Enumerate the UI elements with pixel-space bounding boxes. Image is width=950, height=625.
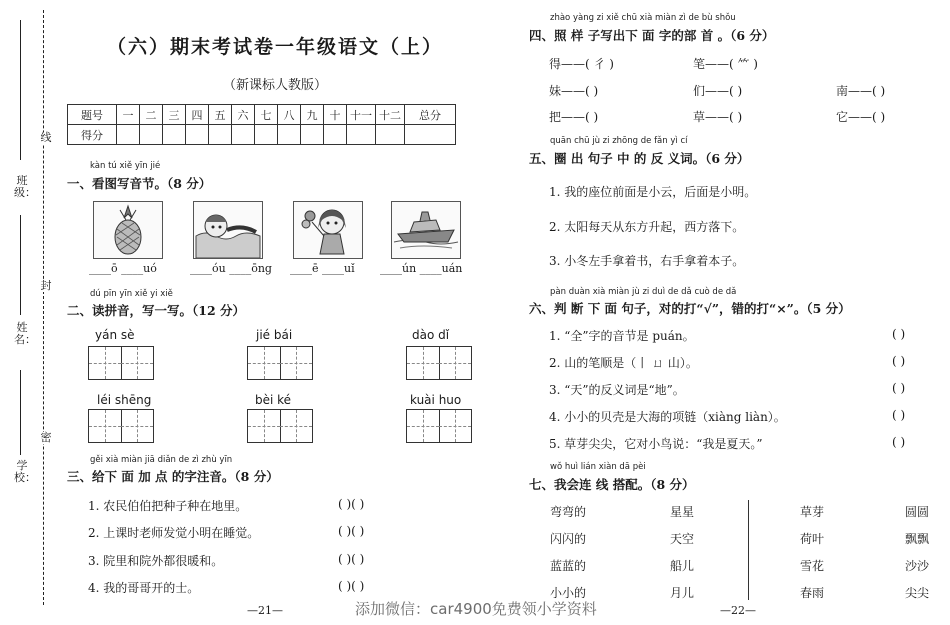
q7-right-match[interactable]: 飘飘 [905,532,930,546]
q3-item-4: 4. 我的哥哥开的士。 [88,581,200,595]
score-header-cell: 十一 [347,105,376,125]
q6-item-1: 1. “全”字的音节是 puán。 [549,329,695,343]
q7-heading: 七、我会连 线 搭配。（8 分） [529,477,695,492]
score-cell[interactable] [255,125,278,145]
q6-item-5: 5. 草芽尖尖，它对小鸟说：“我是夏天。” [549,437,763,451]
score-cell[interactable] [163,125,186,145]
score-cell[interactable] [209,125,232,145]
score-header-cell: 十二 [376,105,405,125]
q4-pinyin: zhào yàng zi xiě chū xià miàn zì de bù shǒu [550,13,736,23]
q3-answer-paren[interactable]: ( )( ) [338,579,365,593]
pineapple-picture [93,201,163,259]
q4-item[interactable]: 们——( ) [693,84,743,98]
q7-divider [748,500,749,600]
q2-heading: 二、读拼音，写一写。（12 分） [67,303,245,318]
writing-grid[interactable] [406,346,472,380]
q7-left-match[interactable]: 天空 [670,532,695,546]
swimming-boy-picture [193,201,263,259]
score-header-cell: 九 [301,105,324,125]
watermark-text: 添加微信：car4900免费领小学资料 [355,600,597,618]
q3-item-3: 3. 院里和院外都很暖和。 [88,554,224,568]
q3-answer-paren[interactable]: ( )( ) [338,497,365,511]
score-header-cell: 总分 [405,105,456,125]
score-header-cell: 七 [255,105,278,125]
q6-item-2: 2. 山的笔顺是（丨 ㄩ 山）。 [549,356,698,370]
q7-right-word[interactable]: 草芽 [800,505,825,519]
q5-item-2[interactable]: 2. 太阳每天从东方升起，西方落下。 [549,220,745,234]
q1-pinyin: kàn tú xiě yīn jié [90,161,161,171]
q5-heading: 五、圈 出 句子 中 的 反 义词。（6 分） [529,151,750,166]
q4-item[interactable]: 把——( ) [549,110,599,124]
score-table [67,104,456,145]
q5-item-3[interactable]: 3. 小冬左手拿着书，右手拿着本子。 [549,254,745,268]
score-cell[interactable] [324,125,347,145]
q5-pinyin: quān chū jù zi zhōng de fǎn yì cí [550,136,688,146]
writing-grid[interactable] [88,409,154,443]
score-header-cell: 八 [278,105,301,125]
q7-left-match[interactable]: 船儿 [670,559,695,573]
score-cell[interactable] [301,125,324,145]
q7-left-match[interactable]: 月儿 [670,586,695,600]
q6-answer-paren[interactable]: ( ) [892,381,906,395]
q1-heading: 一、看图写音节。（8 分） [67,176,212,191]
q1-blank-4[interactable]: ____ún ____uán [380,262,463,275]
q2-word-pinyin: jié bái [256,328,293,342]
writing-grid[interactable] [247,409,313,443]
page-number-right: —22— [720,604,756,617]
q7-pinyin: wǒ huì lián xiàn dā pèi [550,462,646,472]
class-label: 班级： [14,174,36,199]
page-number-left: —21— [247,604,283,617]
q2-word-pinyin: dào dǐ [412,328,450,342]
q1-blank-1[interactable]: ____ō ____uó [89,262,157,275]
score-cell[interactable] [117,125,140,145]
q4-item[interactable]: 它——( ) [836,110,886,124]
q4-item[interactable]: 妹——( ) [549,84,599,98]
q3-answer-paren[interactable]: ( )( ) [338,552,365,566]
score-header-cell: 十 [324,105,347,125]
score-cell[interactable] [405,125,456,145]
writing-grid[interactable] [406,409,472,443]
q6-answer-paren[interactable]: ( ) [892,327,906,341]
seal-word-seal: 封 [40,279,52,292]
q7-right-match[interactable]: 沙沙 [905,559,930,573]
q6-item-4: 4. 小小的贝壳是大海的项链（xiàng liàn）。 [549,410,786,424]
score-header-cell: 一 [117,105,140,125]
q6-answer-paren[interactable]: ( ) [892,408,906,422]
q2-pinyin: dú pīn yīn xiě yi xiě [90,289,173,299]
q2-word-pinyin: yán sè [95,328,135,342]
q6-item-3: 3. “天”的反义词是“地”。 [549,383,685,397]
q1-blank-2[interactable]: ____óu ____ōng [190,262,272,275]
seal-word-mi: 密 [40,431,52,444]
q6-heading: 六、判 断 下 面 句子，对的打“√”，错的打“×”。（5 分） [529,301,851,316]
q7-right-word[interactable]: 荷叶 [800,532,825,546]
q3-item-1: 1. 农民伯伯把种子种在地里。 [88,499,248,513]
q6-answer-paren[interactable]: ( ) [892,435,906,449]
q3-heading: 三、给下 面 加 点 的字注音。（8 分） [67,469,279,484]
name-write-line [20,215,21,315]
school-write-line [20,370,21,455]
q6-pinyin: pàn duàn xià miàn jù zi duì de dǎ cuò de dǎ [550,287,737,297]
q7-left-match[interactable]: 星星 [670,505,695,519]
q7-left-word[interactable]: 弯弯的 [550,505,587,519]
q3-pinyin: gěi xià miàn jiā diǎn de zì zhù yīn [90,455,233,465]
q5-item-1[interactable]: 1. 我的座位前面是小云，后面是小明。 [549,185,757,199]
q3-answer-paren[interactable]: ( )( ) [338,524,365,538]
q2-word-pinyin: bèi ké [255,393,292,407]
score-row-label: 得分 [68,125,117,145]
score-cell[interactable] [140,125,163,145]
ship-picture [391,201,461,259]
writing-grid[interactable] [88,346,154,380]
q7-right-match[interactable]: 圆圆 [905,505,930,519]
q6-answer-paren[interactable]: ( ) [892,354,906,368]
score-header-cell: 五 [209,105,232,125]
q4-item[interactable]: 草——( ) [693,110,743,124]
q7-left-word[interactable]: 闪闪的 [550,532,587,546]
score-header-cell: 题号 [68,105,117,125]
exam-subtitle: （新课标人教版） [222,78,327,93]
score-cell[interactable] [347,125,376,145]
girl-with-flowers-picture [293,201,363,259]
q4-item[interactable]: 南——( ) [836,84,886,98]
score-cell[interactable] [232,125,255,145]
q2-word-pinyin: kuài huo [410,393,462,407]
score-cell[interactable] [186,125,209,145]
q3-item-2: 2. 上课时老师发觉小明在睡觉。 [88,526,260,540]
score-header-cell: 二 [140,105,163,125]
q1-blank-3[interactable]: ____ē ____uǐ [290,262,355,275]
school-label: 学校： [14,459,36,484]
score-header-cell: 六 [232,105,255,125]
score-header-cell: 四 [186,105,209,125]
class-write-line [20,20,21,160]
binding-dashed-line [43,10,44,605]
q7-right-match[interactable]: 尖尖 [905,586,930,600]
score-cell[interactable] [278,125,301,145]
score-cell[interactable] [376,125,405,145]
seal-word-line: 线 [40,131,52,144]
score-header-cell: 三 [163,105,186,125]
q4-heading: 四、照 样 子写出下 面 字的部 首 。（6 分） [529,28,775,43]
q4-item: 得——( 彳 ) [549,57,614,71]
name-label: 姓名： [14,321,36,346]
exam-title: （六）期末考试卷一年级语文（上） [106,36,443,58]
writing-grid[interactable] [247,346,313,380]
q7-left-word[interactable]: 小小的 [550,586,587,600]
q7-right-word[interactable]: 雪花 [800,559,825,573]
q7-right-word[interactable]: 春雨 [800,586,825,600]
q4-item: 笔——( ⺮ ) [693,57,758,71]
q7-left-word[interactable]: 蓝蓝的 [550,559,587,573]
q2-word-pinyin: léi shēng [97,393,152,407]
